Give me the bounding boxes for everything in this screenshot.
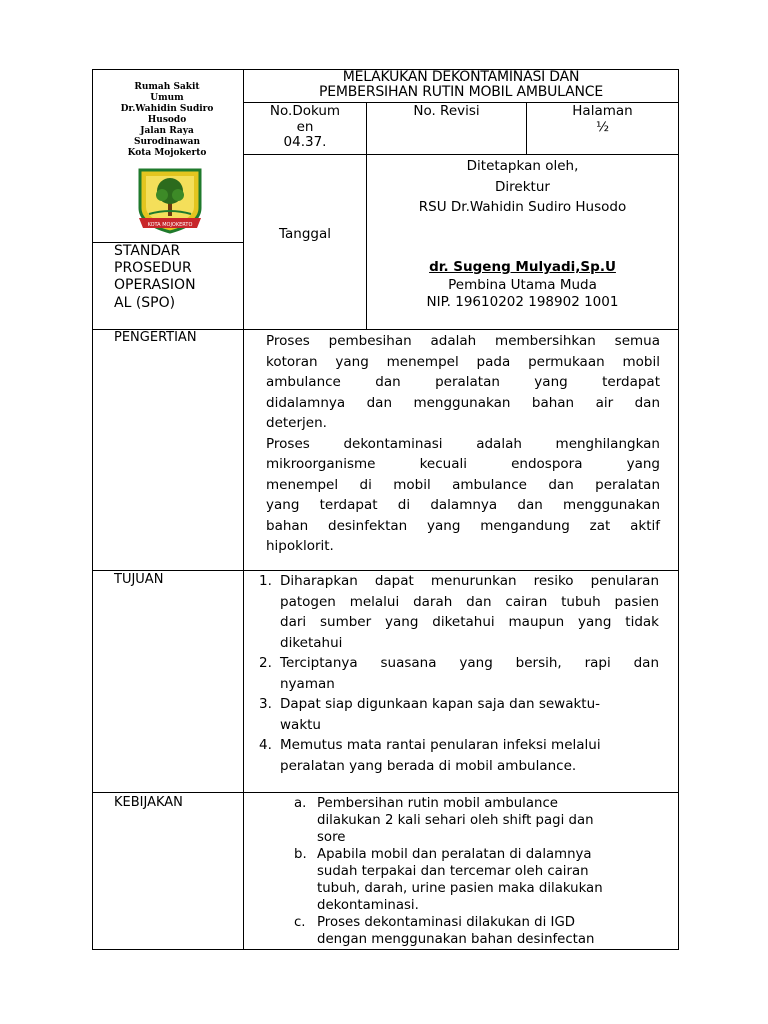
kebijakan-item: Apabila mobil dan peralatan di dalamnya sudah terpakai dan tercemar oleh cairan tubuh, darah, urine pasien maka dilakukan dekontaminasi.: [317, 847, 603, 913]
table-border-left: [92, 69, 93, 950]
no-dokumen-cell: No.Dokum en 04.37.: [269, 103, 341, 150]
no-revisi-cell: No. Revisi: [413, 103, 480, 119]
table-col-divider: [243, 69, 244, 950]
table-rule-kebijakan: [92, 792, 679, 793]
city-logo: [137, 166, 203, 236]
kebijakan-letter: a.: [294, 796, 307, 811]
tujuan-item: Diharapkan dapat menurunkan resiko penularan patogen melalui darah dan cairan tubuh pasien dari sumber yang diketahui maupun yang tidak diketahui: [280, 573, 659, 651]
pengertian-line: hipoklorit.: [266, 538, 334, 554]
tujuan-number: 3.: [259, 696, 272, 712]
kebijakan-item: Proses dekontaminasi dilakukan di IGD dengan menggunakan bahan desinfectan: [317, 915, 595, 947]
pengertian-line: Proses pembesihan adalah membersihkan semua: [266, 333, 660, 349]
tujuan-item: Memutus mata rantai penularan infeksi melalui peralatan yang berada di mobil ambulance.: [280, 737, 601, 774]
pengertian-line: kotoran yang menempel pada permukaan mobil: [266, 353, 660, 370]
kebijakan-letter: c.: [294, 915, 306, 930]
tujuan-number: 2.: [259, 655, 272, 671]
kebijakan-letter: b.: [294, 847, 307, 862]
pengertian-line: deterjen.: [266, 415, 327, 431]
tujuan-item: Dapat siap digunkaan kapan saja dan sewaktu- waktu: [280, 696, 601, 733]
kebijakan-label: KEBIJAKAN: [114, 795, 183, 810]
tujuan-number: 4.: [259, 737, 272, 753]
signer-nip: NIP. 19610202 198902 1001: [426, 294, 619, 310]
tujuan-number: 1.: [259, 573, 272, 589]
pengertian-line: didalamnya dan menggunakan bahan air dan: [266, 394, 660, 411]
hospital-name: Rumah Sakit Umum Dr.Wahidin Sudiro Husodo Jalan Raya Surodinawan Kota Mojokerto: [120, 82, 214, 158]
pengertian-line: menempel di mobil ambulance dan peralatan: [266, 476, 660, 493]
pengertian-line: bahan desinfektan yang mengandung zat aktif: [266, 517, 660, 534]
pengertian-label: PENGERTIAN: [114, 330, 197, 345]
pengertian-line: ambulance dan peralatan yang terdapat: [266, 374, 660, 390]
tujuan-item: Terciptanya suasana yang bersih, rapi dan nyaman: [280, 655, 659, 692]
pengertian-line: Proses dekontaminasi adalah menghilangkan: [266, 435, 660, 452]
kebijakan-item: Pembersihan rutin mobil ambulance dilakukan 2 kali sehari oleh shift pagi dan sore: [317, 796, 594, 845]
tanggal-label: Tanggal: [278, 226, 331, 242]
halaman-cell: Halaman ½: [572, 103, 633, 135]
signer-rank: Pembina Utama Muda: [448, 276, 597, 293]
table-border-bottom: [92, 949, 679, 950]
pengertian-line: yang terdapat di dalamnya dan menggunakan: [266, 497, 660, 513]
document-title: MELAKUKAN DEKONTAMINASI DAN PEMBERSIHAN RUTIN MOBIL AMBULANCE: [319, 69, 603, 100]
pengertian-line: mikroorganisme kecuali endospora yang: [266, 456, 660, 472]
signer-name: dr. Sugeng Mulyadi,Sp.U: [429, 259, 616, 275]
ditetapkan-block: Ditetapkan oleh, Direktur RSU Dr.Wahidin Sudiro Husodo: [418, 158, 627, 215]
table-border-right: [678, 69, 679, 950]
table-rule-header: [243, 154, 679, 155]
tujuan-label: TUJUAN: [114, 572, 164, 587]
spo-label: STANDAR PROSEDUR OPERASION AL (SPO): [114, 243, 196, 311]
logo-caption: KOTA MOJOKERTO: [147, 222, 193, 228]
pengertian-text: [266, 331, 660, 557]
signature-block: [367, 259, 678, 312]
